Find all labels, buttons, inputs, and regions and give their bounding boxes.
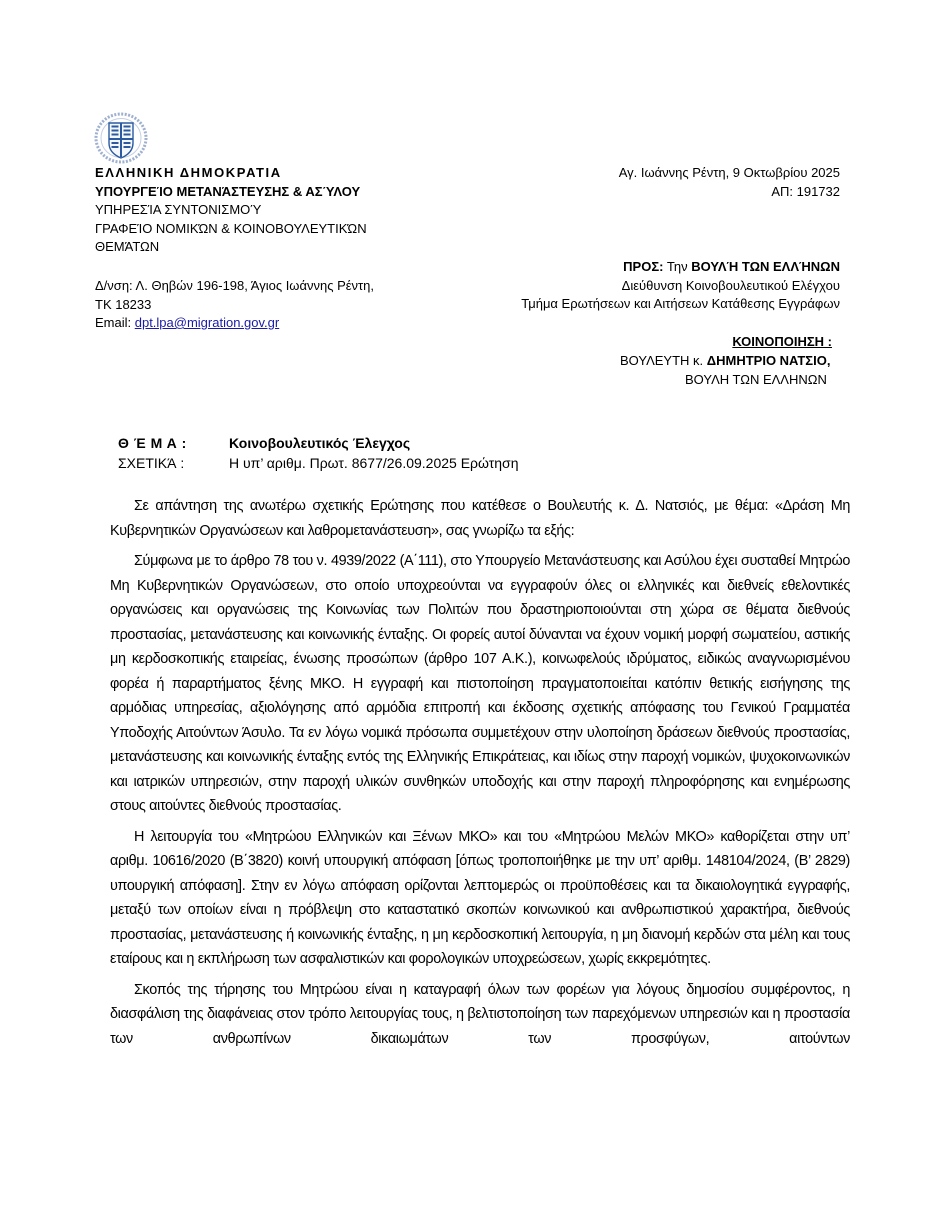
document-meta: [619, 164, 840, 201]
cc-line2: ΒΟΥΛΗ ΤΩΝ ΕΛΛΗΝΩΝ: [685, 371, 827, 387]
body-paragraph: Σύμφωνα με το άρθρο 78 του ν. 4939/2022 (Α΄111), στο Υπουργείο Μετανάστευσης και Ασύλου έχει συσταθεί Μητρώο Μη Κυβερνητικών Οργανώσεων, στο οποίο υποχρεούνται να εγγραφούν όλες οι ελληνικές και διεθνείς εθελοντικές οργανώσεις και οργανώσεις της Κοινωνίας των Πολιτών που δραστηριοποιούνται στη χώρα σε θέματα διεθνούς προστασίας, μετανάστευσης και κοινωνικής ένταξης. Οι φορείς αυτοί δύνανται να έχουν νομική μορφή σωματείου, αστικής μη κερδοσκοπικής εταιρείας, ένωσης προσώπων (άρθρο 107 Α.Κ.), κοινωφελούς ιδρύματος, ειδικώς αναγνωρισμένου φορέα ή παραρτήματος ξένης ΜΚΟ. Η εγγραφή και πιστοποίηση πραγματοποιείται κατόπιν θετικής εισήγησης της αρμόδιας υπηρεσίας, αξιολόγησης από αρμόδια επιτροπή και έκδοσης σχετικής απόφασης του Γενικού Γραμματέα Υποδοχής Αιτούντων Άσυλο. Τα εν λόγω νομικά πρόσωπα συμμετέχουν στην υλοποίηση δράσεων διεθνούς προστασίας, μετανάστευσης και κοινωνικής ένταξης εντός της Ελληνικής Επικράτειας, και ιδίως στην παροχή νομικών, ψυχοκοινωνικών και ιατρικών υπηρεσιών, στην παροχή υλικών συνθηκών υποδοχής και στην παροχή πληροφόρησης και ενημέρωσης στους αιτούντες διεθνούς προστασίας.: [110, 553, 850, 814]
place-date: Αγ. Ιωάννης Ρέντη, 9 Οκτωβρίου 2025: [618, 165, 840, 180]
recipient-name: ΒΟΥΛΉ ΤΩΝ ΕΛΛΉΝΩΝ: [691, 259, 840, 274]
subject-label: Θ Έ Μ Α :: [118, 435, 187, 451]
ministry-name: ΥΠΟΥΡΓΕΊΟ ΜΕΤΑΝΆΣΤΕΥΣΗΣ & ΑΣΎΛΟΥ: [95, 183, 361, 199]
letter-body: [110, 494, 850, 1057]
email-label: Email:: [95, 315, 135, 330]
cc-label-block: [732, 333, 832, 352]
reference-row: [118, 453, 518, 473]
recipient-block: [521, 258, 840, 314]
address-line1: Δ/νση: Λ. Θηβών 196-198, Άγιος Ιωάννης Ρέντη,: [95, 278, 375, 293]
greek-state-emblem-icon: [94, 112, 148, 164]
recipient-line1: [521, 258, 840, 277]
email-line: [95, 314, 374, 333]
body-paragraph: Σε απάντηση της ανωτέρω σχετικής Ερώτησης που κατέθεσε ο Βουλευτής κ. Δ. Νατσιός, με θέμα: «Δράση Μη Κυβερνητικών Οργανώσεων και λαθρομετανάστευση», σας γνωρίζω τα εξής:: [110, 498, 850, 539]
body-paragraph: Σκοπός της τήρησης του Μητρώου είναι η καταγραφή όλων των φορέων για λόγους δημοσίου συμφέροντος, η διασφάλιση της διαφάνειας στον τρόπο λειτουργίας τους, η βελτιστοποίηση των παρεχόμενων υπηρεσιών και η προστασία των ανθρωπίνων δικαιωμάτων των προσφύγων, αιτούντων: [110, 981, 850, 1047]
service-name: ΥΠΗΡΕΣΊΑ ΣΥΝΤΟΝΙΣΜΟΎ: [95, 202, 262, 217]
recipient-article: Την: [663, 259, 692, 274]
subject-row: [118, 433, 518, 453]
sender-block: [95, 164, 367, 257]
body-paragraph: Η λειτουργία του «Μητρώου Ελληνικών και Ξένων ΜΚΟ» και του «Μητρώου Μελών ΜΚΟ» καθορίζεται στην υπ’ αριθμ. 10616/2020 (Β΄3820) κοινή υπουργική απόφαση [όπως τροποποιήθηκε με την υπ’ αριθμ. 148104/2024, (Β’ 2829) υπουργική απόφαση]. Στην εν λόγω απόφαση ορίζονται λεπτομερώς οι προϋποθέσεις και τα δικαιολογητικά εγγραφής, μεταξύ των οποίων είναι η πρόβλεψη στο καταστατικό σκοπών κοινωνικού και ανθρωπιστικού χαρακτήρα, διεθνούς προστασίας, μετανάστευσης ή κοινωνικής ένταξης, η μη κερδοσκοπική λειτουργία, η μη διανομή κερδών στα μέλη και τους εταίρους και η εκπλήρωση των ασφαλιστικών και φορολογικών υποχρεώσεων, χωρίς εκκρεμότητες.: [110, 828, 850, 967]
cc-line1: [620, 352, 830, 371]
cc-label: ΚΟΙΝΟΠΟΙΗΣΗ :: [732, 334, 832, 349]
office-name-line1: ΓΡΑΦΕΊΟ ΝΟΜΙΚΏΝ & ΚΟΙΝΟΒΟΥΛΕΥΤΙΚΏΝ: [95, 220, 367, 236]
reference-label: ΣΧΕΤΙΚΆ :: [118, 455, 185, 471]
sender-address: [95, 277, 374, 333]
protocol-number: ΑΠ: 191732: [771, 183, 840, 199]
recipient-section: Τμήμα Ερωτήσεων και Αιτήσεων Κατάθεσης Εγγράφων: [521, 296, 840, 311]
reference-value: Η υπ’ αριθμ. Πρωτ. 8677/26.09.2025 Ερώτηση: [229, 455, 519, 471]
cc-block: [620, 352, 830, 389]
email-link[interactable]: dpt.lpa@migration.gov.gr: [134, 315, 280, 330]
recipient-department: Διεύθυνση Κοινοβουλευτικού Ελέγχου: [621, 277, 840, 293]
office-name-line2: ΘΕΜΆΤΩΝ: [95, 239, 160, 254]
country-name: ΕΛΛΗΝΙΚΗ ΔΗΜΟΚΡΑΤΙΑ: [95, 165, 282, 180]
cc-name: ΔΗΜΗΤΡΙΟ ΝΑΤΣΙΟ,: [706, 353, 831, 368]
address-line2: ΤΚ 18233: [95, 296, 152, 312]
subject-block: [118, 433, 518, 473]
recipient-label: ΠΡΟΣ:: [623, 259, 664, 274]
subject-value: Κοινοβουλευτικός Έλεγχος: [229, 435, 411, 451]
cc-prefix: ΒΟΥΛΕΥΤΗ κ.: [620, 353, 707, 368]
